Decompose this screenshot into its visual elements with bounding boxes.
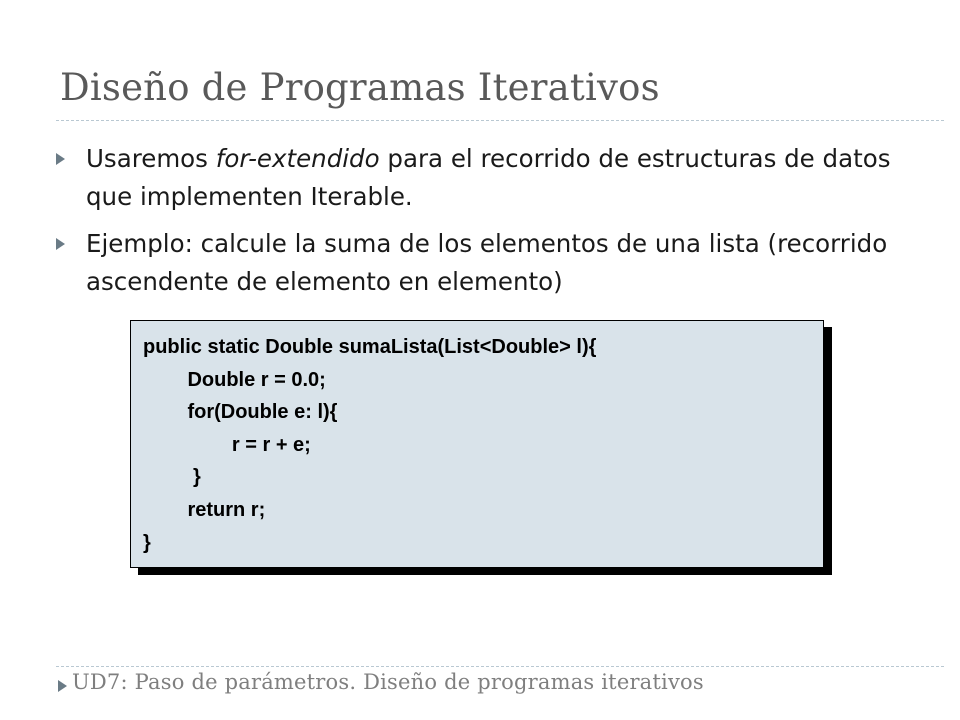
bullet-text-1	[86, 140, 896, 216]
code-line: }	[143, 531, 151, 554]
title-divider	[56, 120, 944, 121]
bullet-text-2: Ejemplo: calcule la suma de los elementos de una lista (recorrido ascendente de elemento en elemento)	[86, 229, 888, 296]
slide-title: Diseño de Programas Iterativos	[60, 66, 660, 109]
bullet-1-emphasis: for-extendido	[215, 144, 380, 173]
bullet-1-prefix: Usaremos	[86, 144, 216, 173]
code-line: }	[143, 466, 201, 489]
triangle-right-icon	[58, 680, 67, 692]
triangle-right-icon	[56, 238, 65, 250]
code-box	[130, 320, 824, 568]
code-line: r = r + e;	[143, 433, 311, 456]
slide-footer: UD7: Paso de parámetros. Diseño de programas iterativos	[72, 670, 704, 694]
code-line: Double r = 0.0;	[143, 368, 326, 391]
triangle-right-icon	[56, 153, 65, 165]
code-line: for(Double e: l){	[143, 401, 338, 424]
bullet-item-1	[56, 140, 896, 216]
code-line: public static Double sumaLista(List<Double> l){	[143, 336, 597, 358]
footer-divider	[56, 666, 944, 667]
code-line: return r;	[143, 498, 266, 521]
bullet-item-2	[56, 225, 896, 301]
code-block	[143, 331, 596, 559]
bullet-1-suffix: para el recorrido de estructuras de datos que implementen Iterable.	[86, 144, 891, 211]
